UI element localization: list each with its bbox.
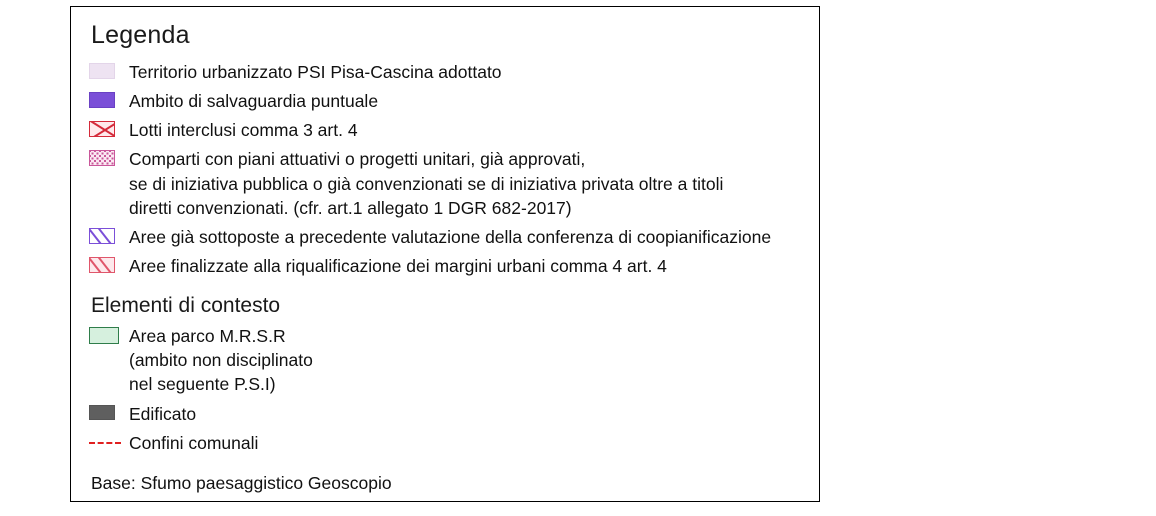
- legend-item-label: [129, 402, 196, 426]
- swatch-cell: [89, 225, 129, 244]
- swatch-cell: [89, 402, 129, 420]
- legend-item-label: [129, 89, 378, 113]
- swatch-cell: [89, 60, 129, 79]
- swatch-cell: [89, 89, 129, 108]
- legend-label-line: Ambito di salvaguardia puntuale: [129, 91, 379, 112]
- legend-item-label: [129, 431, 258, 455]
- legend-label-line: Territorio urbanizzato PSI Pisa-Cascina adottato: [129, 62, 502, 82]
- crosshatch-red-icon: [89, 121, 115, 137]
- fill-grey-icon: [89, 405, 115, 420]
- legend-title: Legenda: [91, 21, 190, 49]
- dotted-magenta-icon: [89, 150, 115, 166]
- legend-content: [71, 7, 819, 504]
- legend-label-line: Lotti interclusi comma 3 art. 4: [129, 120, 358, 141]
- fill-light-lilac-icon: [89, 63, 115, 79]
- legend-item-comparti-piani-attuativi: [89, 147, 801, 219]
- legend-label-line: (ambito non disciplinato: [129, 350, 313, 371]
- swatch-cell: [89, 147, 129, 166]
- legend-item-label: [129, 118, 358, 142]
- legend-label-line: diretti convenzionati. (cfr. art.1 allegato 1 DGR 682-2017): [129, 197, 572, 218]
- fill-green-outline-icon: [89, 327, 119, 344]
- legend-label-line: Edificato: [129, 403, 197, 424]
- hatch-red-icon: [89, 257, 115, 273]
- swatch-cell: [89, 254, 129, 273]
- legend-item-label: [129, 324, 313, 396]
- swatch-cell: [89, 118, 129, 137]
- legend-label-line: se di iniziativa pubblica o già convenzionati se di iniziativa privata oltre a titoli: [129, 173, 724, 194]
- swatch-cell: [89, 431, 129, 444]
- legend-label-line: Confini comunali: [129, 432, 259, 453]
- legend-label-line: Comparti con piani attuativi o progetti unitari, già approvati,: [129, 149, 586, 170]
- legend-item-label: [129, 147, 723, 219]
- hatch-purple-icon: [89, 228, 115, 244]
- legend-label-line: Area parco M.R.S.R: [129, 326, 286, 347]
- dashed-red-line-icon: [89, 442, 121, 444]
- legend-label-line: nel seguente P.S.I): [129, 374, 276, 395]
- context-section-title: Elementi di contesto: [91, 294, 281, 318]
- legend-item-area-parco-mrsr: [89, 324, 801, 396]
- legend-item-label: [129, 254, 667, 278]
- swatch-cell: [89, 324, 129, 344]
- legend-item-ambito-salvaguardia: [89, 89, 801, 113]
- legend-item-aree-riqualificazione-margini: [89, 254, 801, 278]
- legend-item-aree-conferenza-coopianificazione: [89, 225, 801, 249]
- legend-label-line: Aree finalizzate alla riqualificazione dei margini urbani comma 4 art. 4: [129, 255, 667, 276]
- legend-item-edificato: [89, 402, 801, 426]
- base-map-note: Base: Sfumo paesaggistico Geoscopio: [91, 472, 392, 493]
- legend-label-line: Aree già sottoposte a precedente valutazione della conferenza di coopianificazione: [129, 226, 772, 247]
- legend-item-confini-comunali: [89, 431, 801, 455]
- fill-purple-icon: [89, 92, 115, 108]
- legend-item-label: [129, 60, 502, 84]
- legend-item-territorio-urbanizzato: [89, 60, 801, 84]
- legend-item-lotti-interclusi: [89, 118, 801, 142]
- legend-item-label: [129, 225, 771, 249]
- legend-panel: [70, 6, 820, 502]
